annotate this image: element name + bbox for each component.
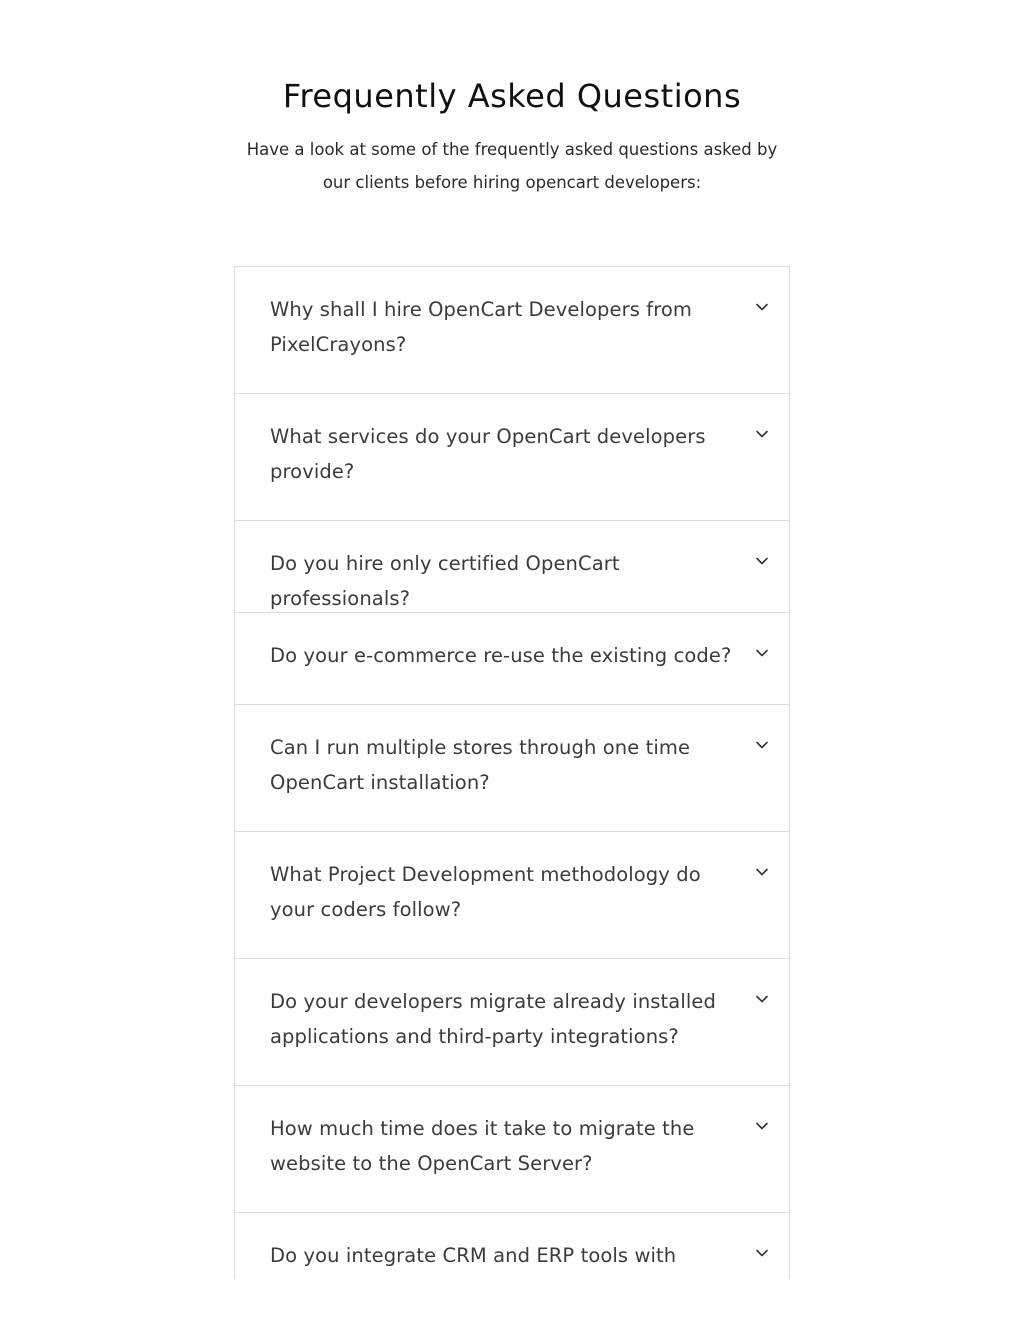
faq-item-migration-time[interactable] <box>235 1086 789 1213</box>
faq-item-multiple-stores[interactable] <box>235 705 789 832</box>
faq-item-methodology[interactable] <box>235 832 789 959</box>
faq-question: Do your e-commerce re-use the existing code? <box>270 644 732 667</box>
faq-item-migrate-apps[interactable] <box>235 959 789 1086</box>
chevron-down-icon[interactable] <box>755 427 769 441</box>
faq-question: Do you hire only certified OpenCart professionals? <box>270 552 620 610</box>
faq-question: Do your developers migrate already installed applications and third-party integrations? <box>270 990 716 1048</box>
faq-title: Frequently Asked Questions <box>282 77 742 115</box>
faq-item-crm-erp[interactable] <box>235 1213 789 1279</box>
faq-subtitle: Have a look at some of the frequently asked questions asked by our clients before hiring opencart developers: <box>246 140 778 192</box>
faq-item-services[interactable] <box>235 394 789 521</box>
faq-question: What services do your OpenCart developers provide? <box>270 425 706 483</box>
faq-question: How much time does it take to migrate the website to the OpenCart Server? <box>270 1117 695 1175</box>
faq-question: Why shall I hire OpenCart Developers from PixelCrayons? <box>270 298 693 356</box>
chevron-down-icon[interactable] <box>755 300 769 314</box>
chevron-down-icon[interactable] <box>755 1119 769 1133</box>
faq-accordion <box>234 266 790 1279</box>
faq-question: What Project Development methodology do your coders follow? <box>270 863 701 921</box>
chevron-down-icon[interactable] <box>755 1246 769 1260</box>
chevron-down-icon[interactable] <box>755 646 769 660</box>
faq-item-certified[interactable] <box>235 521 789 613</box>
chevron-down-icon[interactable] <box>755 865 769 879</box>
faq-question: Can I run multiple stores through one time OpenCart installation? <box>270 736 691 794</box>
faq-question: Do you integrate CRM and ERP tools with <box>270 1244 677 1267</box>
faq-item-reuse-code[interactable] <box>235 613 789 705</box>
faq-item-why-hire[interactable] <box>235 267 789 394</box>
chevron-down-icon[interactable] <box>755 738 769 752</box>
chevron-down-icon[interactable] <box>755 992 769 1006</box>
chevron-down-icon[interactable] <box>755 554 769 568</box>
